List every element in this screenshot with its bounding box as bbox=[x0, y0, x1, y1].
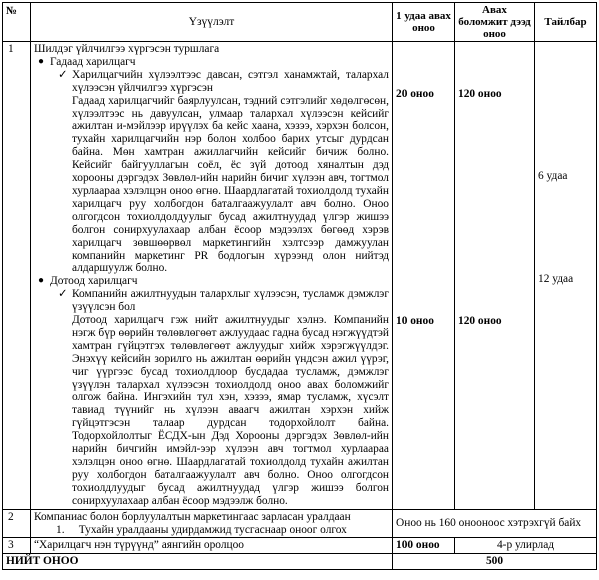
checkmark-icon: ✓ bbox=[58, 68, 68, 81]
row-1-notes bbox=[535, 42, 597, 510]
row-1-max-scores bbox=[455, 42, 535, 510]
row-2-title: Компаниас болон борлуулалтын маркетингаас зарласан уралдаан bbox=[34, 510, 351, 523]
row-2 bbox=[3, 509, 597, 538]
internal-max-score: 120 оноо bbox=[458, 314, 502, 327]
internal-check-item bbox=[34, 288, 389, 314]
external-label: Гадаад харилцагч bbox=[50, 55, 136, 68]
row-3-num: 3 bbox=[3, 538, 31, 554]
row-1 bbox=[3, 42, 597, 510]
total-value: 500 bbox=[393, 554, 597, 570]
external-max-score: 120 оноо bbox=[458, 88, 502, 100]
header-num: № bbox=[3, 3, 31, 42]
header-note: Тайлбар bbox=[535, 3, 597, 42]
row-1-num: 1 bbox=[3, 42, 31, 510]
external-description: Гадаад харилцагчийг баярлуулсан, тэдний сэтгэлийг хөдөлгөсөн, хүлээлтээс нь давуулсан, улмаар талархал хүлээсэн кейсийг ажилтан и-мэйлээр ирүүлэх ба кейс хаана, хэзээ, хэрхэн болсон, тухайн харилцагчийн нэр болон холбоо барих утсыг дурдсан байна. Мөн хамтран ажиллагчийн кейсийг бичиж болно. Кейсийг байгууллагын соёл, ёс зүй дотоод хяналтын дэд хорооны дэргэдэх Зөвлөл-ийн нарийн бичиг хүлээн авч, тогтмол хурлаараа хэлэлцэн оноо өгнө. Шаардлагатай тохиолдолд тухайн харилцагч руу холбогдон баталгаажуулалт авч болно. Оноо олгогдсон тохиолдолдуулыг бусад ажилтнуудад үлгэр жишээ болгон сонирхуулахаар албан ёсоор мэдээлэх бөгөөд хэрэв харилцагч зөвшөөрвөл маркетингийн хэлтсээр дамжуулан компанийн маркетинг PR бодлогын хүрээнд олон нийтэд алдаршуулж болно. bbox=[72, 94, 389, 275]
row-2-sub-text: Тухайн уралдааны удирдамжид тусгаснаар оноог олгох bbox=[78, 523, 347, 536]
internal-note: 12 удаа bbox=[538, 272, 574, 285]
row-1-single-scores bbox=[393, 42, 455, 510]
internal-check-text: Компанийн ажилтнуудын талархлыг хүлээсэн, тусламж дэмжлэг үзүүлсэн бол bbox=[72, 288, 389, 314]
row-2-sub-item bbox=[34, 524, 389, 537]
internal-description: Дотоод харилцагч гэж нийт ажилтнуудыг хэлнэ. Компанийн нэгж бүр өөрийн төлөвлөгөөт ажлуудаас гадна бусад нэгжүүдтэй хамтран гүйцэтгэх төлөвлөгөөт ажлуудыг хийж хэрэгжүүлдэг. Энэхүү кейсийн зорилго нь ажилтан өөрийн үндсэн ажил үүрэг, чиг үүргээс бусад тохиолдлоор бусдадаа тусламж, дэмжлэг үзүүлэн талархал хүлээсэн тохиолдолд оноо авах боломжийг олгож байна. Ингэхийн тул хэн, хэзээ, ямар тусламж, хүсэлт тавиад түүнийг нь хүлээн аваагч ажилтан хэрхэн хийж гүйцэтгэсэн талаар дурдсан тодорхойлолт байна. Тодорхойлолтыг ЁСДХ-ын Дэд Хорооны дэргэдэх Зөвлөл-ийн нарийн бичгийн имэйл-ээр хүлээн авч тогтмол хурлаараа хэлэлцэн оноо өгнө. Шаардлагатай тохиолдолд тухайн ажилтан руу холбогдон баталгаажуулалт авч болно. Оноо олгогдсон тохиолдлуудыг бусад ажилтнуудад үлгэр жишээ болгон сонирхуулахаар албан ёсоор мэдээлж болно. bbox=[72, 314, 389, 507]
row-3-note: 4-р улирлад bbox=[455, 538, 597, 554]
row-3-title: “Харилцагч нэн түрүүнд” аянгийн оролцоо bbox=[31, 538, 393, 554]
external-check-item bbox=[34, 69, 389, 95]
row-1-title: Шилдэг үйлчилгээ хүргэсэн туршлага bbox=[34, 43, 220, 55]
row-1-content bbox=[31, 42, 393, 510]
row-2-num: 2 bbox=[3, 509, 31, 538]
row-3 bbox=[3, 538, 597, 554]
row-2-sub-num: 1. bbox=[56, 523, 65, 536]
header-row bbox=[3, 3, 597, 42]
external-bullet bbox=[34, 56, 389, 69]
external-check-text: Харилцагчийн хүлээлтээс давсан, сэтгэл ханамжтай, талархал хүлээсэн үйлчилгээ хүргэсэн bbox=[72, 68, 389, 94]
total-row bbox=[3, 554, 597, 570]
external-single-score: 20 оноо bbox=[396, 88, 434, 100]
header-requirement: Үзүүлэлт bbox=[31, 3, 393, 42]
bullet-dot-icon: ● bbox=[38, 275, 45, 287]
score-table bbox=[2, 2, 597, 570]
header-max-score: Авах боломжит дээд оноо bbox=[455, 3, 535, 42]
header-single-score: 1 удаа авах оноо bbox=[393, 3, 455, 42]
internal-single-score: 10 оноо bbox=[396, 314, 434, 327]
total-label: НИЙТ ОНОО bbox=[3, 554, 393, 570]
row-2-score: Оноо нь 160 онооноос хэтрэхгүй байх bbox=[393, 509, 597, 538]
bullet-dot-icon: ● bbox=[38, 55, 45, 67]
checkmark-icon: ✓ bbox=[58, 288, 68, 301]
row-2-content bbox=[31, 509, 393, 538]
internal-bullet bbox=[34, 275, 389, 288]
internal-label: Дотоод харилцагч bbox=[50, 275, 138, 288]
external-note: 6 удаа bbox=[538, 170, 568, 182]
row-3-score: 100 оноо bbox=[393, 538, 455, 554]
